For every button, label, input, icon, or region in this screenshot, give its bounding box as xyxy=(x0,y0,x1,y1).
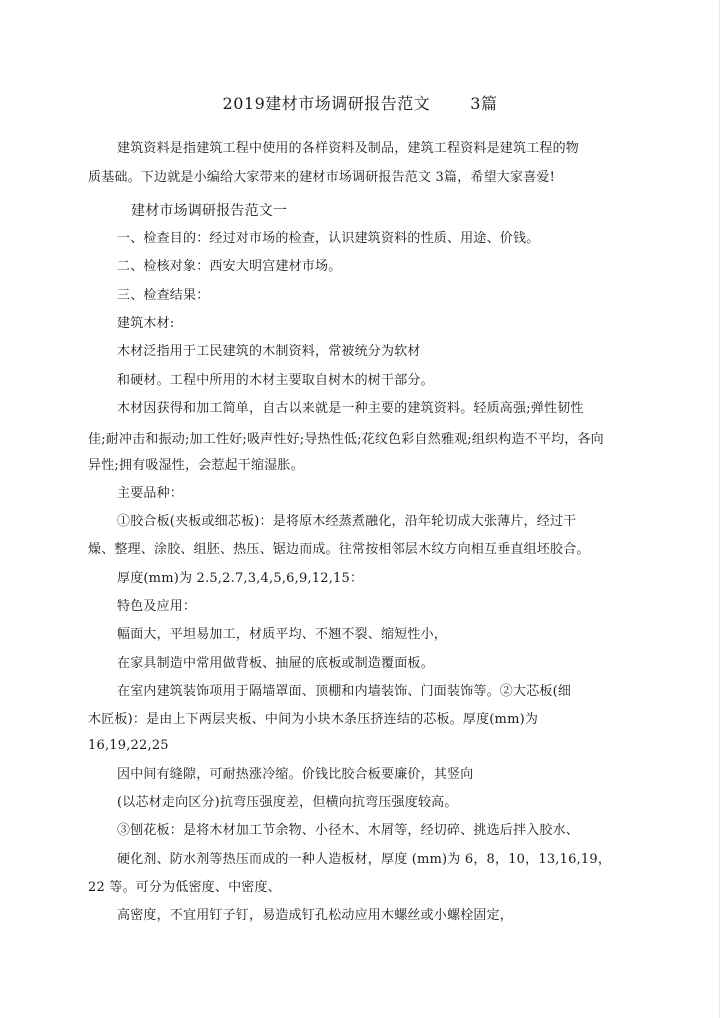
paragraph-line: 在家具制造中常用做背板、抽屉的底板或制造覆面板。 xyxy=(117,656,434,671)
paragraph-line: 在室内建筑装饰项用于隔墙罩面、顶棚和内墙装饰、门面装饰等。②大芯板(细 xyxy=(117,684,572,699)
paragraph-line: 建筑木材: xyxy=(117,316,175,331)
paragraph-line: 主要品种： xyxy=(117,486,184,501)
paragraph-line: 厚度(mm)为 2.5,2.7,3,4,5,6,9,12,15： xyxy=(117,571,364,586)
paragraph-line: 一、检查目的：经过对市场的检查，认识建筑资料的性质、用途、价钱。 xyxy=(117,231,540,246)
paragraph-line: 硬化剂、防水剂等热压而成的一种人造板材，厚度 (mm)为 6，8，10，13,16,19， xyxy=(117,852,612,867)
paragraph-line: 22 等。可分为低密度、中密度、 xyxy=(88,880,281,895)
paragraph-line: 幅面大，平坦易加工，材质平均、不翘不裂、缩短性小， xyxy=(117,627,448,642)
paragraph-line: 二、检核对象：西安大明宫建材市场。 xyxy=(117,259,342,274)
intro-line-1: 建筑资料是指建筑工程中使用的各样资料及制品，建筑工程资料是建筑工程的物 xyxy=(117,141,580,156)
paragraph-line: 16,19,22,25 xyxy=(88,738,169,753)
paragraph-line: 燥、整理、涂胶、组胚、热压、锯边而成。往常按相邻层木纹方向相互垂直组坯胶合。 xyxy=(88,542,590,557)
intro-line-2: 质基础。下边就是小编给大家带来的建材市场调研报告范文 3篇，希望大家喜爱! xyxy=(88,170,556,185)
title-main: 2019建材市场调研报告范文 xyxy=(222,94,431,113)
paragraph-line: 因中间有缝隙，可耐热涨冷缩。价钱比胶合板要廉价，其竖向 xyxy=(117,767,474,782)
paragraph-line: ③刨花板：是将木材加工节余物、小径木、木屑等，经切碎、挑选后拌入胶水、 xyxy=(117,823,580,838)
paragraph-line: 高密度，不宜用钉子钉，易造成钉孔松动应用木螺丝或小螺栓固定， xyxy=(117,908,514,923)
paragraph-line: 佳;耐冲击和振动;加工性好;吸声性好;导热性低;花纹色彩自然雅观;组织构造不平均，各向 xyxy=(88,432,604,447)
document-title xyxy=(0,94,720,114)
paragraph-line: 木材因获得和加工简单，自古以来就是一种主要的建筑资料。轻质高强;弹性韧性 xyxy=(117,401,584,416)
paragraph-line: 和硬材。工程中所用的木材主要取自树木的树干部分。 xyxy=(117,373,434,388)
paragraph-line: (以芯材走向区分)抗弯压强度差，但横向抗弯压强度较高。 xyxy=(117,795,458,810)
paragraph-line: 木材泛指用于工民建筑的木制资料，常被统分为软材 xyxy=(117,344,421,359)
paragraph-line: 木匠板)：是由上下两层夹板、中间为小块木条压挤连结的芯板。厚度(mm)为 xyxy=(88,712,539,727)
title-count: 3篇 xyxy=(470,94,498,113)
paragraph-line: 异性;拥有吸湿性，会惹起干缩湿胀。 xyxy=(88,458,304,473)
paragraph-line: 特色及应用： xyxy=(117,599,197,614)
paragraph-line: ①胶合板(夹板或细芯板)：是将原木经蒸煮融化，沿年轮切成大张薄片，经过干 xyxy=(117,514,577,529)
paragraph-line: 三、检查结果： xyxy=(117,288,210,303)
section-title: 建材市场调研报告范文一 xyxy=(131,203,288,219)
